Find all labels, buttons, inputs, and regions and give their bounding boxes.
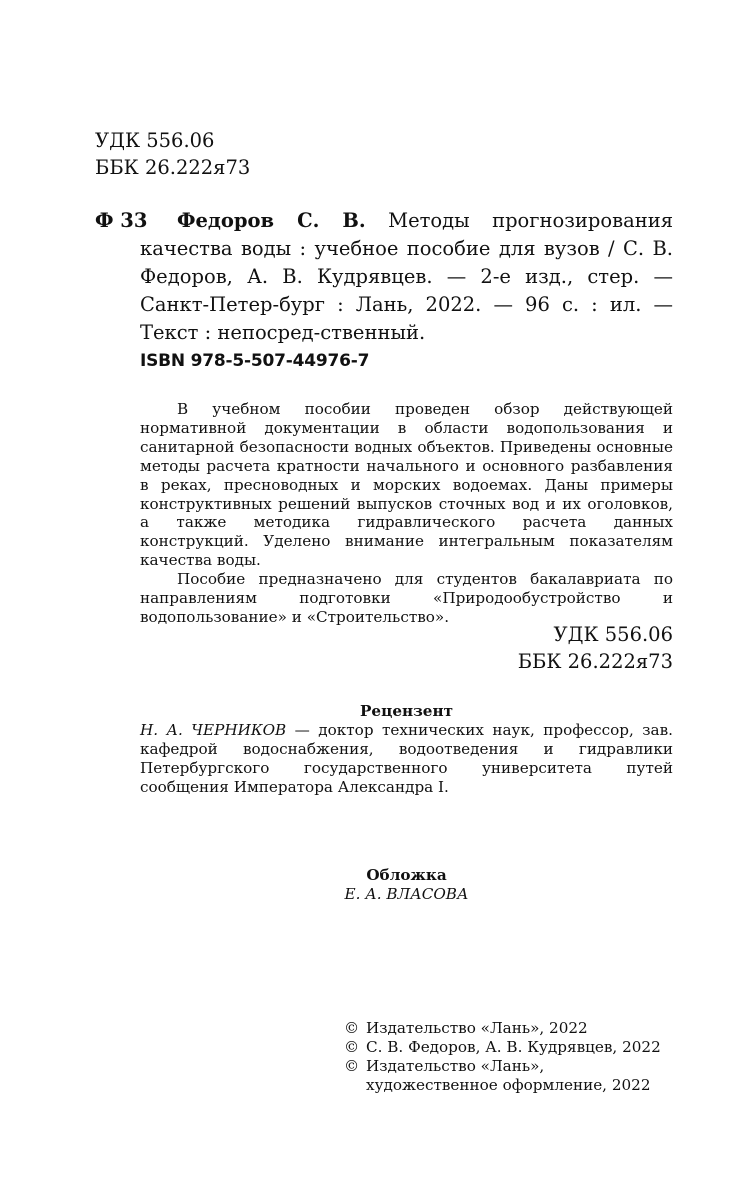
copyright-symbol: © <box>344 1056 360 1075</box>
copyright-text-3a: Издательство «Лань», <box>366 1056 545 1075</box>
isbn: ISBN 978-5-507-44976-7 <box>140 351 370 371</box>
copyright-text-1: Издательство «Лань», 2022 <box>366 1019 588 1037</box>
copyright-line <box>344 1057 661 1095</box>
bibliographic-entry <box>140 207 673 347</box>
copyright-line <box>344 1038 661 1057</box>
entry-line-3: А. В. Кудрявцев. — 2-е изд., стер. — Санкт-Петер- <box>140 265 673 316</box>
copyright-symbol: © <box>344 1037 360 1056</box>
classification-codes-top <box>95 127 250 181</box>
annotation-paragraph-2: Пособие предназначено для студентов бакалавриата по направлениям подготовки «Природообустройство и водопользование» и «Строительство». <box>140 570 673 626</box>
reviewer-name: Н. А. ЧЕРНИКОВ <box>140 721 287 739</box>
entry-line-4: бург : Лань, 2022. — 96 с. : ил. — Текст : непосред- <box>140 293 673 344</box>
copyright-block <box>344 1019 661 1095</box>
annotation <box>140 400 673 627</box>
author-heading: Федоров С. В. <box>177 209 366 232</box>
entry-line-1: Методы прогнозирования качества <box>140 209 674 260</box>
bbk-code-bottom: ББК 26.222я73 <box>517 650 673 673</box>
entry-line-5: ственный. <box>320 321 426 344</box>
copyright-text-3 <box>366 1057 651 1095</box>
udk-code-bottom: УДК 556.06 <box>553 623 673 646</box>
copyright-symbol: © <box>344 1019 360 1037</box>
annotation-paragraph-1: В учебном пособии проведен обзор действующей нормативной документации в области водопользования и санитарной безопасности водных объектов. Приведены основные методы расчета кратности начального и основного разбавления в реках, пресноводных и морских водоемах. Даны примеры конструктивных решений выпусков сточных вод и их оголовков, а также методика гидравлического расчета данных конструкций. Уделено внимание интегральным показателям качества воды. <box>140 400 673 570</box>
copyright-text-2: С. В. Федоров, А. В. Кудрявцев, 2022 <box>366 1037 661 1056</box>
bbk-code: ББК 26.222я73 <box>95 156 251 179</box>
reviewer-heading: Рецензент <box>360 702 453 720</box>
author-cipher: Ф 33 <box>95 209 148 232</box>
copyright-line <box>344 1019 661 1038</box>
copyright-text-3b: художественное оформление, 2022 <box>366 1075 651 1094</box>
cover-heading: Обложка <box>366 866 447 884</box>
udk-code: УДК 556.06 <box>95 129 215 152</box>
reviewer-description: — доктор технических наук, профессор, зав. кафедрой водоснабжения, водоотведения и гидравлики Петербургского государственного университета путей сообщения Императора Александра I. <box>140 721 673 796</box>
cover-designer: Е. А. ВЛАСОВА <box>344 885 469 903</box>
reviewer-info <box>140 721 673 797</box>
classification-codes-bottom <box>440 621 673 675</box>
entry-line-2: воды : учебное пособие для вузов / С. В. Федоров, <box>140 237 674 288</box>
